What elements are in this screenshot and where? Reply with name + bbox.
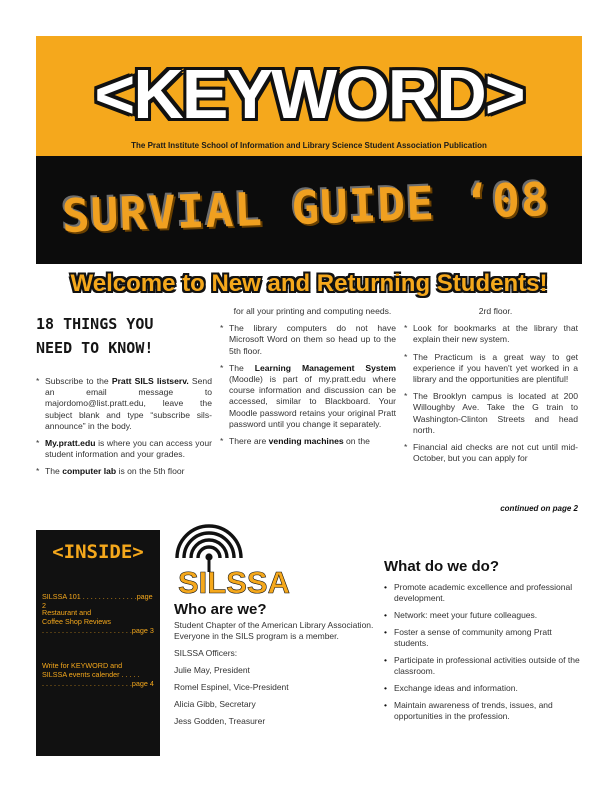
tip-item: * The Brooklyn campus is located at 200 Willoughby Ave. Take the G train to Washington-Clinton Streets and head north. (404, 391, 578, 436)
inside-entry[interactable]: Restaurant and Coffee Shop Reviews . . . . . . . . . . . . . . . . . . . . . . .page 3 (42, 608, 154, 635)
survival-guide-band (36, 156, 582, 264)
masthead-title: <KEYWORD> (94, 55, 524, 133)
things-heading: 18 THINGS YOU NEED TO KNOW! (36, 315, 154, 357)
what-item: • Network: meet your future colleagues. (384, 610, 580, 621)
inside-entry[interactable]: Write for KEYWORD and SILSSA events calender . . . . . . . . . . . . . . . . . . . . . . . . . . . .page 4 (42, 661, 154, 688)
what-list (384, 582, 580, 728)
what-heading: What do we do? (384, 558, 499, 575)
what-item: • Promote academic excellence and professional development. (384, 582, 580, 604)
what-item: • Exchange ideas and information. (384, 683, 580, 694)
masthead (36, 36, 582, 156)
who-heading: Who are we? (174, 601, 267, 618)
tip-item: * The computer lab is on the 5th floor (36, 466, 212, 477)
officer: Romel Espinel, Vice-President (174, 682, 289, 692)
silssa-logo (174, 524, 308, 598)
tip-item: * The library computers do not have Microsoft Word on them so head up to the 5th floor. (220, 323, 396, 357)
silssa-logo-text: SILSSA (178, 565, 290, 598)
column-1 (36, 312, 212, 484)
inside-title: <INSIDE> (52, 541, 144, 563)
tip-item: * Subscribe to the Pratt SILS listserv. Send an email message to majordomo@list.pratt.edu, leave the subject blank and type “subscribe sils-announce” in the body. (36, 376, 212, 432)
tip-item: * The Learning Management System (Moodle) is part of my.pratt.edu where course information and discussion can be accessed, similar to Blackboard. Your Moodle password retains your original Pratt password until you change it separately. (220, 363, 396, 430)
who-body: Student Chapter of the American Library Association. Everyone in the SILS program is a member. SILSSA Officers: Julie May, President Romel Espinel, Vice-President Alicia Gibb, Secretary Jess Godden, Treasurer (174, 620, 374, 726)
tip-continuation: 2rd floor. (478, 306, 513, 316)
what-item: • Participate in professional activities outside of the classroom. (384, 655, 580, 677)
tip-item: * There are vending machines on the (220, 436, 396, 447)
what-item: • Maintain awareness of trends, issues, and opportunities in the profession. (384, 700, 580, 722)
continued-link[interactable]: continued on page 2 (500, 504, 578, 513)
inside-box (36, 530, 160, 756)
tip-item: * Financial aid checks are not cut until mid-October, but you can apply for (404, 442, 578, 464)
welcome-banner: Welcome to New and Returning Students! (70, 270, 548, 297)
inside-entry[interactable]: SILSSA 101 . . . . . . . . . . . . . .page 2 (42, 592, 153, 610)
officer: Julie May, President (174, 665, 250, 675)
tip-continuation: for all your printing and computing needs. (233, 306, 392, 316)
tip-item: * The Practicum is a great way to get experience if you haven't yet worked in a library and the opportunities are plentiful! (404, 352, 578, 386)
survival-guide-title: SURVIAL GUIDE ‘08 (61, 171, 551, 243)
tip-item: * My.pratt.edu is where you can access your student information and your grades. (36, 438, 212, 460)
officer: Jess Godden, Treasurer (174, 716, 266, 726)
tip-item: * Look for bookmarks at the library that explain their new system. (404, 323, 578, 345)
masthead-subtitle: The Pratt Institute School of Information and Library Science Student Association Publication (131, 141, 487, 150)
wifi-signal-icon (177, 526, 241, 558)
officer: Alicia Gibb, Secretary (174, 699, 256, 709)
what-item: • Foster a sense of community among Pratt students. (384, 627, 580, 649)
column-2 (220, 306, 396, 453)
column-3 (404, 306, 578, 470)
